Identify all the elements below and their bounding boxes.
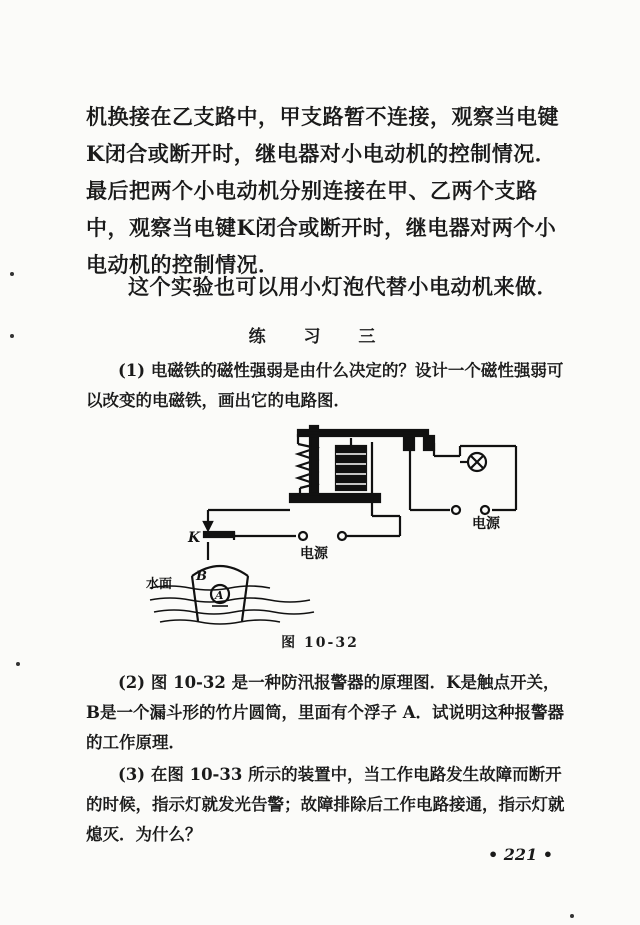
- terminal-left-2: [338, 532, 346, 540]
- label-switch-K: K: [188, 530, 201, 546]
- scan-speck: [10, 334, 14, 338]
- label-float-A: A: [215, 589, 224, 602]
- water-line-2: [150, 598, 310, 602]
- paragraph-lamp-note: 这个实验也可以用小灯泡代替小电动机来做．: [128, 274, 558, 299]
- label-power-right: 电源: [472, 516, 500, 532]
- contact-1: [404, 436, 414, 450]
- exercise-heading: 练 习 三: [248, 327, 392, 347]
- relay-base: [290, 494, 380, 502]
- scan-speck: [570, 914, 574, 918]
- terminal-right-2: [452, 506, 460, 514]
- paragraph-continued: 机换接在乙支路中，甲支路暂不连接，观察当电键K闭合或断开时，继电器对小电动机的控制情况．最后把两个小电动机分别连接在甲、乙两个支路中，观察当电键K闭合或断开时，继电器对两个小电动机的控制情况．: [86, 104, 559, 277]
- contact-2: [424, 436, 434, 450]
- water-line-4: [160, 620, 280, 624]
- exercise-question-1: (1) 电磁铁的磁性强弱是由什么决定的？设计一个磁性强弱可以改变的电磁铁，画出它的电路图．: [86, 361, 564, 410]
- figure-caption: 图 10-32: [281, 635, 359, 651]
- exercise-question-3: (3) 在图 10-33 所示的装置中，当工作电路发生故障而断开的时候，指示灯就发光告警；故障排除后工作电路接通，指示灯就熄灭．为什么？: [86, 765, 565, 844]
- terminal-left-1: [299, 532, 307, 540]
- scan-speck: [10, 272, 14, 276]
- scan-speck: [16, 662, 20, 666]
- switch-arrow: [204, 522, 212, 530]
- label-tube-B: B: [196, 569, 207, 584]
- page-number: • 221 •: [488, 845, 553, 864]
- figure-10-32-flood-alarm-diagram: [140, 416, 530, 628]
- label-power-left: 电源: [300, 546, 328, 562]
- water-line-3: [154, 610, 314, 614]
- terminal-right-1: [481, 506, 489, 514]
- exercise-question-2: (2) 图 10-32 是一种防汛报警器的原理图．K是触点开关，B是一个漏斗形的竹片圆筒，里面有个浮子 A．试说明这种报警器的工作原理．: [86, 673, 564, 752]
- switch-K-plate: [204, 532, 234, 537]
- label-water-surface: 水面: [146, 577, 173, 592]
